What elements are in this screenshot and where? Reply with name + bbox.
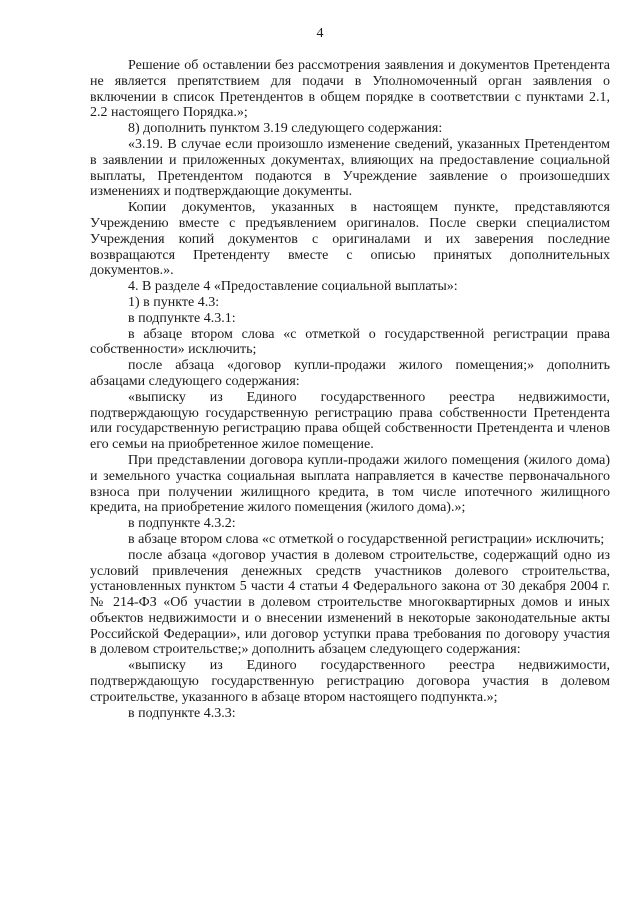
paragraph: 1) в пункте 4.3: (128, 294, 220, 310)
paragraph: в абзаце втором слова «с отметкой о государственной регистрации» исключить; (128, 531, 605, 547)
paragraph: 4. В разделе 4 «Предоставление социальной выплаты»: (128, 279, 458, 295)
paragraph: в абзаце втором слова «с отметкой о государственной регистрации права собственности» исключить; (90, 326, 610, 358)
paragraph: в подпункте 4.3.3: (128, 705, 236, 721)
paragraph: после абзаца «договор участия в долевом строительстве, содержащий одно из условий привлечения денежных средств участников долевого строительства, установленных пунктом 5 части 4 статьи 4 Федерального закона от 30 декабря 2004 г. № 214-ФЗ «Об участии в долевом строительстве многоквартирных домов и иных объектов недвижимости и о внесении изменений в некоторые законодательные акты Российской Федерации», или договор уступки права требования по договору участия в долевом строительстве;» дополнить абзацем следующего содержания: (90, 547, 610, 658)
paragraph: 8) дополнить пунктом 3.19 следующего содержания: (128, 121, 443, 137)
paragraph: При представлении договора купли-продажи жилого помещения (жилого дома) и земельного участка социальная выплата направляется в качестве первоначального взноса при получении жилищного кредита, в том числе ипотечного жилищного кредита, на приобретение жилого помещения (жилого дома).»; (90, 452, 610, 516)
paragraph: «3.19. В случае если произошло изменение сведений, указанных Претендентом в заявлении и приложенных документах, влияющих на предоставление социальной выплаты, Претендентом подаются в Учреждение заявление о произошедших изменениях и подтверждающие документы. (90, 136, 610, 200)
paragraph: Решение об оставлении без рассмотрения заявления и документов Претендента не является препятствием для подачи в Уполномоченный орган заявления о включении в список Претендентов в общем порядке в соответствии с пунктами 2.1, 2.2 настоящего Порядка.»; (90, 58, 610, 121)
paragraph: «выписку из Единого государственного реестра недвижимости, подтверждающую государственную регистрацию договора участия в долевом строительстве, указанного в абзаце втором настоящего подпункта.»; (90, 658, 610, 705)
document-body (90, 58, 610, 721)
page-number: 4 (316, 26, 324, 41)
paragraph: Копии документов, указанных в настоящем пункте, представляются Учреждению вместе с предъявлением оригиналов. После сверки специалистом Учреждения копий документов с оригиналами и их заверения последние возвращаются Претенденту вместе с описью принятых дополнительных документов.». (90, 200, 610, 279)
paragraph: в подпункте 4.3.1: (128, 310, 236, 326)
paragraph: после абзаца «договор купли-продажи жилого помещения;» дополнить абзацами следующего содержания: (90, 358, 610, 389)
paragraph: «выписку из Единого государственного реестра недвижимости, подтверждающую государственную регистрацию права собственности Претендента или государственную регистрацию права общей собственности Претендента и членов его семьи на приобретенное жилое помещение. (90, 389, 610, 453)
paragraph: в подпункте 4.3.2: (128, 516, 236, 532)
